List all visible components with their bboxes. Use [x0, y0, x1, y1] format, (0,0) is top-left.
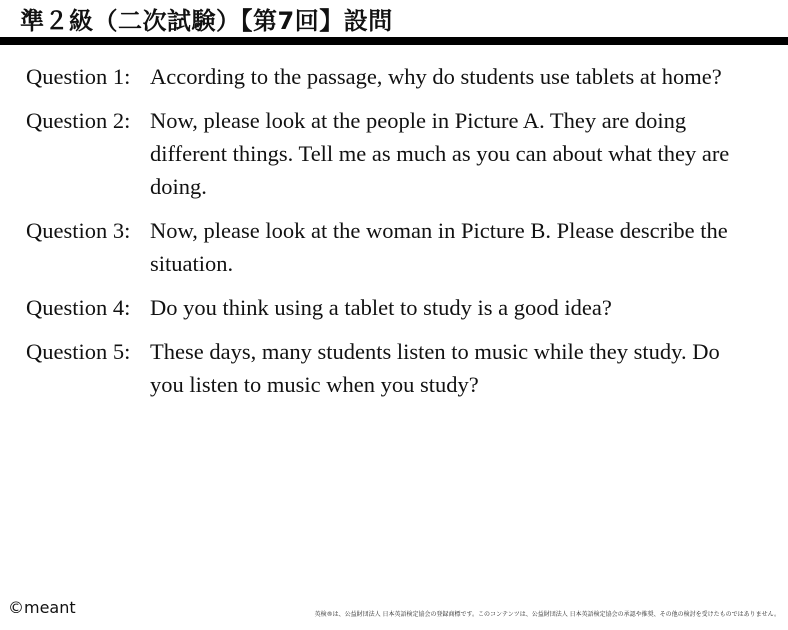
copyright-notice: ©meant — [8, 598, 76, 617]
question-item-4 — [26, 291, 756, 324]
question-text: These days, many students listen to music while they study. Do you listen to music when you study? — [150, 339, 720, 397]
question-item-5 — [26, 335, 756, 401]
question-text: According to the passage, why do students use tablets at home? — [150, 64, 722, 89]
question-label: Question 2: — [26, 108, 131, 133]
trademark-disclaimer: 英検®は、公益財団法人 日本英語検定協会の登録商標です。このコンテンツは、公益財団法人 日本英語検定協会の承認や推奨、その他の検討を受けたものではありません。 — [314, 611, 780, 618]
page-title: 準２級（二次試験）【第7回】設問 — [20, 7, 393, 35]
question-item-2 — [26, 104, 756, 203]
question-label: Question 5: — [26, 339, 131, 364]
question-list — [26, 60, 756, 412]
question-item-3 — [26, 214, 756, 280]
question-text: Now, please look at the people in Picture A. They are doing different things. Tell me as much as you can about what they are doing. — [150, 108, 730, 199]
question-text: Now, please look at the woman in Picture B. Please describe the situation. — [150, 218, 728, 276]
question-label: Question 4: — [26, 295, 131, 320]
question-text: Do you think using a tablet to study is a good idea? — [150, 295, 612, 320]
question-item-1 — [26, 60, 756, 93]
question-label: Question 1: — [26, 64, 131, 89]
question-label: Question 3: — [26, 218, 131, 243]
header-divider — [0, 37, 788, 45]
